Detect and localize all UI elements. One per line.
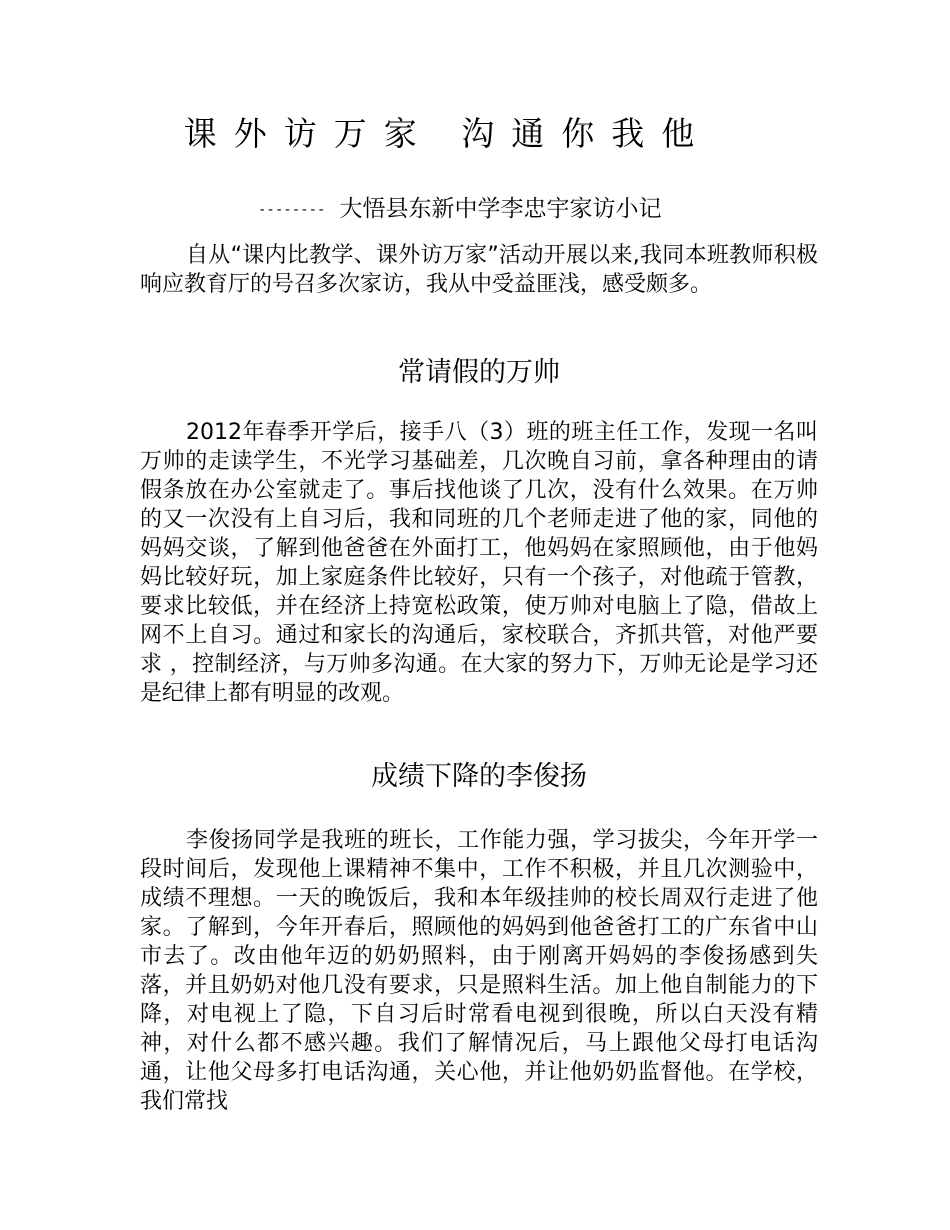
- subtitle-dashes: --------: [258, 201, 326, 218]
- document-subtitle: [258, 193, 661, 226]
- subtitle-text: 大悟县东新中学李忠宇家访小记: [339, 196, 662, 222]
- section-heading: 常请假的万帅: [398, 357, 560, 388]
- section-heading: 成绩下降的李俊扬: [371, 761, 587, 792]
- intro-paragraph: 自从“课内比教学、课外访万家”活动开展以来,我同本班教师积极响应教育厅的号召多次家访，我从中受益匪浅，感受颇多。: [140, 243, 818, 297]
- section-paragraph: 2012年春季开学后，接手八（3）班的班主任工作，发现一名叫万帅的走读学生，不光学习基础差，几次晚自习前，拿各种理由的请假条放在办公室就走了。事后找他谈了几次，没有什么效果。在万帅的又一次没有上自习后，我和同班的几个老师走进了他的家，同他的妈妈交谈，了解到他爸爸在外面打工，他妈妈在家照顾他，由于他妈妈比较好玩，加上家庭条件比较好，只有一个孩子，对他疏于管教，要求比较低，并在经济上持宽松政策，使万帅对电脑上了隐，借故上网不上自习。通过和家长的沟通后，家校联合，齐抓共管，对他严要求 ，控制经济，与万帅多沟通。在大家的努力下，万帅无论是学习还是纪律上都有明显的改观。: [140, 420, 818, 706]
- section-paragraph: 李俊扬同学是我班的班长，工作能力强，学习拔尖，今年开学一段时间后，发现他上课精神不集中，工作不积极，并且几次测验中，成绩不理想。一天的晚饭后，我和本年级挂帅的校长周双行走进了他家。了解到，今年开春后，照顾他的妈妈到他爸爸打工的广东省中山市去了。改由他年迈的奶奶照料，由于刚离开妈妈的李俊扬感到失落，并且奶奶对他几没有要求，只是照料生活。加上他自制能力的下降，对电视上了隐，下自习后时常看电视到很晚，所以白天没有精神，对什么都不感兴趣。我们了解情况后，马上跟他父母打电话沟通，让他父母多打电话沟通，关心他，并让他奶奶监督他。在学校，我们常找: [140, 828, 818, 1114]
- document-title: 课外访万家 沟通你我他: [183, 114, 712, 153]
